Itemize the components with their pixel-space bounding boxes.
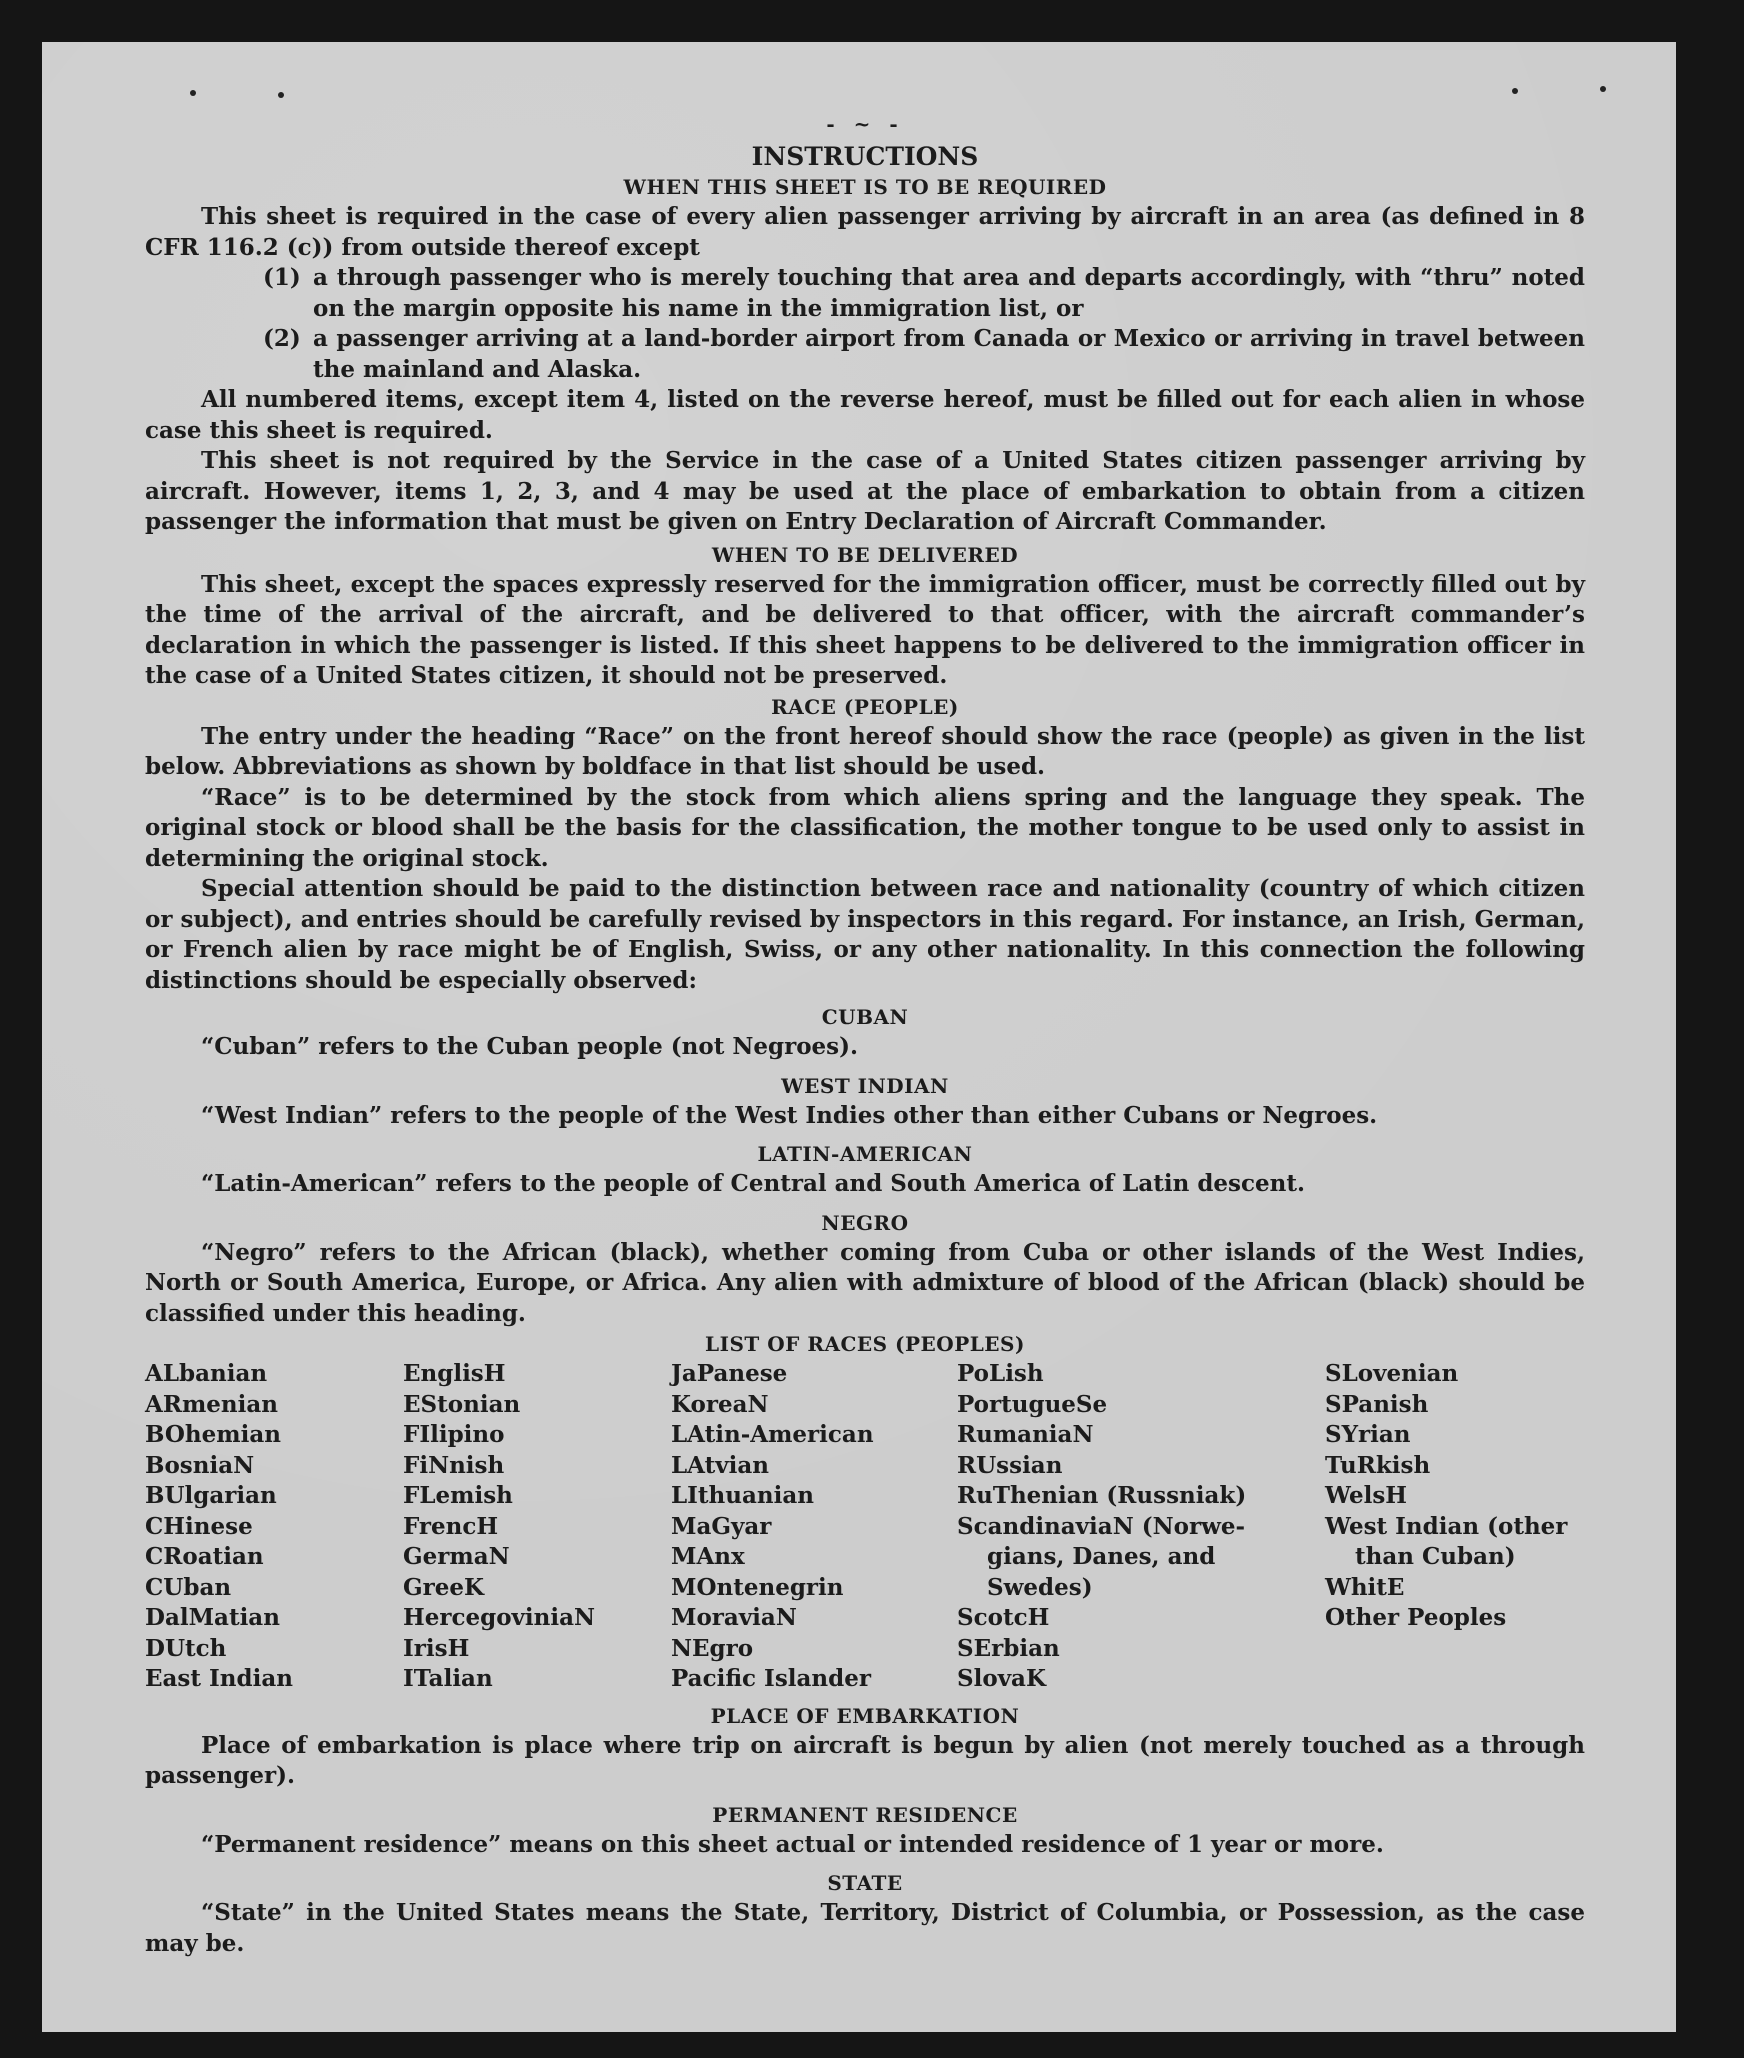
race-entry: RumaniaN [957, 1421, 1094, 1448]
race-entry: CHinese [145, 1512, 253, 1540]
embarkation-text: Place of embarkation is place where trip on aircraft is begun by alien (not merely touched as a through passenger). [145, 1731, 1585, 1789]
race-entry: MoraviaN [671, 1604, 797, 1631]
section-heading-when-delivered: WHEN TO BE DELIVERED [711, 542, 1019, 567]
punch-hole-right-2 [1600, 86, 1606, 92]
exception-item-number: (2) [263, 325, 301, 352]
citizen-paragraph: This sheet is not required by the Service in the case of a United States citizen passenger arriving by aircraft. However, items 1, 2, 3, and 4 may be used at the place of embarkation to obtain from a citizen passenger the information that must be given on Entry Declaration of Aircraft Commander. [145, 447, 1585, 535]
race-entry: BosniaN [145, 1451, 255, 1479]
race-entry: SLovenian [1325, 1360, 1459, 1387]
race-entry: SErbian [957, 1634, 1060, 1662]
race-entry: ScotcH [957, 1604, 1050, 1631]
punch-hole-left-2 [278, 92, 284, 98]
race-entry: ALbanian [145, 1360, 268, 1387]
races-column-5 [1325, 1359, 1585, 1695]
race-entry: GermaN [403, 1543, 510, 1570]
race-entry: WelsH [1325, 1482, 1408, 1509]
punch-hole-left [190, 90, 196, 96]
race-entry: RUssian [957, 1451, 1063, 1479]
definition-text-latin-american: “Latin-American” refers to the people of Central and South America of Latin descent. [201, 1170, 1305, 1197]
when-required-intro: This sheet is required in the case of every alien passenger arriving by aircraft in an area (as defined in 8 CFR 116.2 (c)) from outside thereof except [145, 203, 1585, 261]
race-entry: ITalian [403, 1665, 493, 1692]
exception-item-text: a passenger arriving at a land-border airport from Canada or Mexico or arriving in travel between the mainland and Alaska. [313, 325, 1585, 383]
page-title: INSTRUCTIONS [751, 142, 979, 171]
race-entry: SlovaK [957, 1665, 1046, 1692]
race-entry: DUtch [145, 1634, 227, 1662]
race-entry: WhitE [1325, 1573, 1405, 1601]
document-sheet [42, 42, 1676, 2032]
races-column-1 [145, 1359, 403, 1695]
race-entry: DalMatian [145, 1604, 280, 1631]
numbered-items-paragraph: All numbered items, except item 4, listed on the reverse hereof, must be filled out for each alien in whose case this sheet is required. [145, 386, 1585, 444]
race-entry: Other Peoples [1325, 1604, 1507, 1631]
race-paragraph-1: The entry under the heading “Race” on the front hereof should show the race (people) as given in the list below. Abbreviations as shown by boldface in that list should be used. [145, 722, 1585, 780]
races-list [145, 1359, 1585, 1695]
race-entry: KoreaN [671, 1390, 769, 1418]
races-column-2 [403, 1359, 671, 1695]
definition-text-cuban: “Cuban” refers to the Cuban people (not Negroes). [201, 1033, 859, 1060]
race-paragraph-2: “Race” is to be determined by the stock from which aliens spring and the language they speak. The original stock or blood shall be the basis for the classification, the mother tongue to be used only to assist in determining the original stock. [145, 783, 1585, 872]
race-entry: EStonian [403, 1390, 521, 1418]
race-entry: ScandinaviaN (Norwe- [957, 1512, 1246, 1540]
race-entry: HercegoviniaN [403, 1604, 596, 1631]
when-delivered-text: This sheet, except the spaces expressly reserved for the immigration officer, must be correctly filled out by the time of the arrival of the aircraft, and be delivered to that officer, with the aircraft commander’s declaration in which the passenger is listed. If this sheet happens to be delivered to the immigration officer in the case of a United States citizen, it should not be preserved. [145, 570, 1585, 689]
race-entry: FLemish [403, 1482, 513, 1509]
race-entry: BUlgarian [145, 1482, 277, 1509]
section-heading-races-list: LIST OF RACES (PEOPLES) [705, 1332, 1025, 1356]
punch-hole-right [1512, 88, 1518, 94]
definition-text-west-indian: “West Indian” refers to the people of the West Indies other than either Cubans or Negroes. [201, 1101, 1378, 1129]
race-entry: East Indian [145, 1665, 293, 1692]
definition-heading-negro: NEGRO [821, 1210, 909, 1235]
section-heading-race: RACE (PEOPLE) [771, 694, 959, 719]
race-entry: CUban [145, 1573, 232, 1601]
race-entry: FiNnish [403, 1451, 505, 1479]
section-heading-when-required: WHEN THIS SHEET IS TO BE REQUIRED [623, 175, 1107, 199]
race-entry-continued: gians, Danes, and [987, 1543, 1216, 1570]
definition-heading-latin-american: LATIN-AMERICAN [757, 1142, 973, 1166]
definition-heading-cuban: CUBAN [821, 1005, 909, 1029]
exception-item-2 [145, 324, 1585, 385]
race-entry: MaGyar [671, 1512, 772, 1540]
state-text: “State” in the United States means the State, Territory, District of Columbia, or Possession, as the case may be. [145, 1899, 1585, 1957]
race-entry: ARmenian [145, 1390, 279, 1418]
race-entry: LAtin-American [671, 1421, 874, 1448]
race-entry: FIlipino [403, 1421, 505, 1448]
race-entry: GreeK [403, 1573, 485, 1601]
races-column-4 [957, 1359, 1325, 1695]
section-heading-state: STATE [827, 1871, 903, 1895]
race-entry: TuRkish [1325, 1451, 1431, 1479]
race-entry: MOntenegrin [671, 1573, 844, 1601]
race-entry: FrencH [403, 1512, 499, 1540]
race-entry: SPanish [1325, 1390, 1429, 1418]
definition-text-negro: “Negro” refers to the African (black), whether coming from Cuba or other islands of the West Indies, North or South America, Europe, or Africa. Any alien with admixture of blood of the African (black) should be classified under this heading. [145, 1238, 1585, 1327]
section-heading-permanent-residence: PERMANENT RESIDENCE [712, 1802, 1018, 1827]
instructions-content [145, 114, 1585, 1959]
race-entry: SYrian [1325, 1421, 1411, 1448]
race-entry: Pacific Islander [671, 1665, 871, 1692]
race-entry: LIthuanian [671, 1482, 814, 1509]
race-entry-continued: than Cuban) [1355, 1543, 1516, 1570]
race-entry-continued: Swedes) [987, 1573, 1093, 1601]
race-entry: RuThenian (Russniak) [957, 1482, 1247, 1509]
race-entry: PoLish [957, 1360, 1044, 1387]
exception-item-text: a through passenger who is merely touching that area and departs accordingly, with “thru” noted on the margin opposite his name in the immigration list, or [313, 264, 1585, 322]
exception-item-number: (1) [263, 264, 301, 291]
race-entry: CRoatian [145, 1543, 264, 1570]
definition-heading-west-indian: WEST INDIAN [781, 1073, 949, 1098]
race-entry: MAnx [671, 1543, 745, 1570]
race-entry: IrisH [403, 1634, 470, 1662]
race-entry: LAtvian [671, 1451, 769, 1479]
race-entry: BOhemian [145, 1421, 281, 1448]
section-heading-embarkation: PLACE OF EMBARKATION [710, 1703, 1020, 1728]
race-entry: EnglisH [403, 1360, 506, 1387]
race-entry: NEgro [671, 1634, 754, 1662]
race-paragraph-3: Special attention should be paid to the distinction between race and nationality (country of which citizen or subject), and entries should be carefully revised by inspectors in this regard. For instance, an Irish, German, or French alien by race might be of English, Swiss, or any other nationality. In this connection the following distinctions should be especially observed: [145, 875, 1585, 994]
header-mark: - ~ - [826, 112, 904, 136]
exception-item-1 [145, 263, 1585, 324]
race-entry: PortugueSe [957, 1390, 1108, 1418]
races-column-3 [671, 1359, 957, 1695]
race-entry: West Indian (other [1325, 1512, 1568, 1540]
permanent-residence-text: “Permanent residence” means on this sheet actual or intended residence of 1 year or more. [201, 1830, 1384, 1858]
race-entry: JaPanese [671, 1360, 788, 1387]
